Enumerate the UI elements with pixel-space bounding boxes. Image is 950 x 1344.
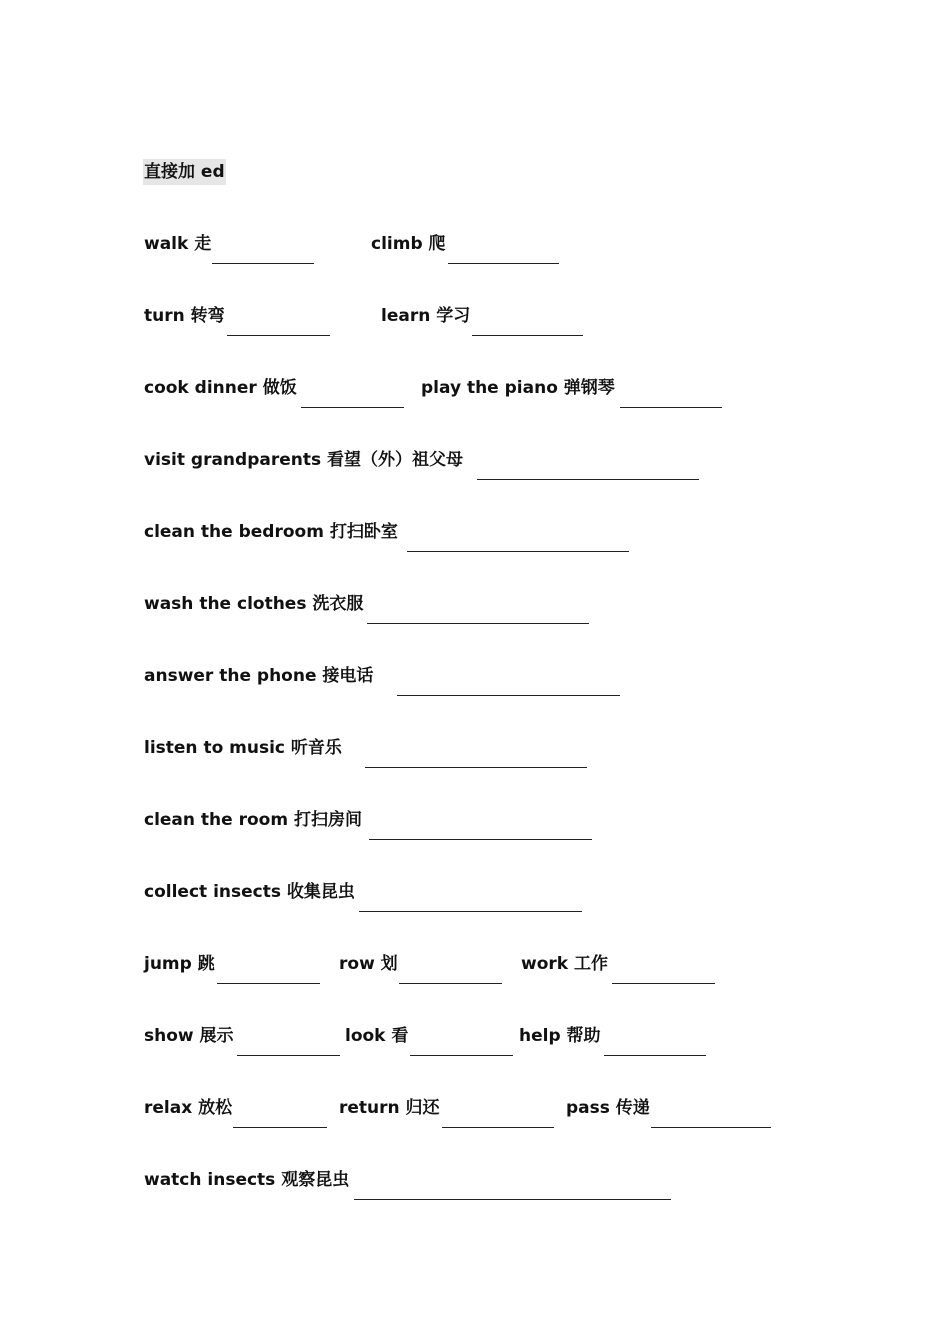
answer-blank[interactable] (217, 983, 320, 984)
prompt-label: visit grandparents 看望（外）祖父母 (144, 450, 464, 470)
prompt-label: learn 学习 (381, 306, 471, 326)
prompt-label: row 划 (339, 954, 398, 974)
prompt-label: play the piano 弹钢琴 (421, 378, 615, 398)
answer-blank[interactable] (612, 983, 715, 984)
prompt-label: wash the clothes 洗衣服 (144, 594, 364, 614)
answer-blank[interactable] (448, 263, 559, 264)
prompt-label: clean the bedroom 打扫卧室 (144, 522, 398, 542)
prompt-label: return 归还 (339, 1098, 440, 1118)
answer-blank[interactable] (407, 551, 629, 552)
answer-blank[interactable] (367, 623, 589, 624)
prompt-label: cook dinner 做饭 (144, 378, 297, 398)
prompt-label: turn 转弯 (144, 306, 225, 326)
prompt-label: look 看 (345, 1026, 409, 1046)
section-heading: 直接加 ed (143, 159, 226, 185)
prompt-label: collect insects 收集昆虫 (144, 882, 355, 902)
prompt-label: show 展示 (144, 1026, 234, 1046)
prompt-label: work 工作 (521, 954, 608, 974)
answer-blank[interactable] (410, 1055, 513, 1056)
answer-blank[interactable] (227, 335, 330, 336)
answer-blank[interactable] (359, 911, 582, 912)
prompt-label: help 帮助 (519, 1026, 601, 1046)
prompt-label: pass 传递 (566, 1098, 650, 1118)
prompt-label: climb 爬 (371, 234, 446, 254)
answer-blank[interactable] (397, 695, 620, 696)
prompt-label: jump 跳 (144, 954, 215, 974)
prompt-label: answer the phone 接电话 (144, 666, 374, 686)
prompt-label: walk 走 (144, 234, 212, 254)
answer-blank[interactable] (604, 1055, 706, 1056)
answer-blank[interactable] (369, 839, 592, 840)
prompt-label: relax 放松 (144, 1098, 233, 1118)
answer-blank[interactable] (442, 1127, 554, 1128)
answer-blank[interactable] (212, 263, 314, 264)
answer-blank[interactable] (472, 335, 583, 336)
answer-blank[interactable] (233, 1127, 327, 1128)
answer-blank[interactable] (651, 1127, 771, 1128)
prompt-label: watch insects 观察昆虫 (144, 1170, 350, 1190)
answer-blank[interactable] (237, 1055, 340, 1056)
answer-blank[interactable] (620, 407, 722, 408)
answer-blank[interactable] (301, 407, 404, 408)
answer-blank[interactable] (477, 479, 699, 480)
answer-blank[interactable] (399, 983, 502, 984)
answer-blank[interactable] (354, 1199, 671, 1200)
prompt-label: clean the room 打扫房间 (144, 810, 362, 830)
prompt-label: listen to music 听音乐 (144, 738, 342, 758)
answer-blank[interactable] (365, 767, 587, 768)
